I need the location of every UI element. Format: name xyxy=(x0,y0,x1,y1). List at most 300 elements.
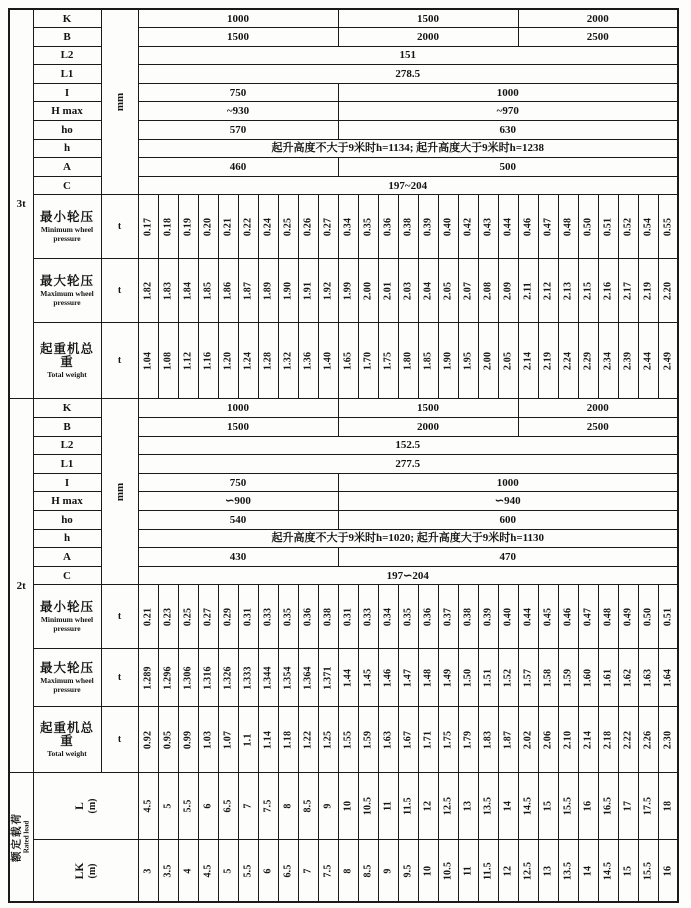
value-cell xyxy=(278,323,298,399)
cell-text: 0.36 xyxy=(382,217,394,237)
value-cell xyxy=(598,585,618,649)
cell-text: 2.18 xyxy=(602,730,614,750)
cell-text: 2.09 xyxy=(502,281,514,301)
value-cell xyxy=(198,259,218,323)
cell-text: 2.03 xyxy=(402,281,414,301)
row-label-zh: 起重机总重 xyxy=(39,341,94,370)
spec-value-cell xyxy=(338,83,678,102)
cell-text: 1.61 xyxy=(602,668,614,688)
value-cell xyxy=(498,195,518,259)
cell-text: 2.44 xyxy=(642,351,654,371)
row-label-zh: 最大轮压 xyxy=(39,274,94,289)
param-label: C xyxy=(33,566,101,585)
spec-value-cell xyxy=(138,418,338,437)
value-cell xyxy=(478,195,498,259)
value-cell xyxy=(238,323,258,399)
cell-text: 1.364 xyxy=(302,666,314,690)
spec-value-cell xyxy=(138,139,678,158)
value-cell xyxy=(658,195,678,259)
span-label-lk xyxy=(74,862,98,879)
value-cell xyxy=(478,585,498,649)
value-cell xyxy=(598,323,618,399)
span-row-l xyxy=(9,773,678,840)
cell-text: 0.39 xyxy=(482,607,494,627)
cell-text: 1.40 xyxy=(322,351,334,371)
param-label: L2 xyxy=(33,436,101,455)
cell-text: 12.5 xyxy=(522,861,534,880)
spec-value-cell xyxy=(138,529,678,548)
unit-mm-cell xyxy=(101,399,138,585)
cell-text: 2.49 xyxy=(662,351,674,371)
cell-text: 0.54 xyxy=(642,217,654,237)
value-cell xyxy=(598,259,618,323)
value-cell xyxy=(418,323,438,399)
value-cell xyxy=(338,707,358,773)
cell-text: 0.47 xyxy=(582,607,594,627)
value-cell xyxy=(438,840,458,902)
value-cell xyxy=(498,707,518,773)
value-cell xyxy=(258,707,278,773)
value-cell xyxy=(658,773,678,840)
cell-text: 1.84 xyxy=(182,281,194,301)
cell-text: 1.48 xyxy=(422,668,434,688)
cell-text: ∽900 xyxy=(225,495,251,508)
value-cell xyxy=(658,840,678,902)
cell-text: 0.43 xyxy=(482,217,494,237)
value-cell xyxy=(578,195,598,259)
value-cell xyxy=(578,323,598,399)
cell-text: 1.289 xyxy=(142,666,154,690)
cell-text: 0.55 xyxy=(662,217,674,237)
cell-text: 0.18 xyxy=(162,217,174,237)
value-cell xyxy=(458,195,478,259)
value-cell xyxy=(198,585,218,649)
cell-text: 10.5 xyxy=(362,797,374,816)
value-cell xyxy=(398,707,418,773)
cell-text: 14.5 xyxy=(602,861,614,880)
param-label: K xyxy=(33,399,101,418)
value-cell xyxy=(618,323,638,399)
cell-text: 1.91 xyxy=(302,281,314,301)
value-cell xyxy=(158,323,178,399)
cell-text: 600 xyxy=(499,513,516,526)
cell-text: 0.36 xyxy=(422,607,434,627)
spec-value-cell xyxy=(338,9,518,28)
value-cell xyxy=(278,649,298,707)
value-cell xyxy=(618,707,638,773)
span-label-lk-cell xyxy=(33,840,138,902)
value-cell xyxy=(658,585,678,649)
value-cell xyxy=(638,773,658,840)
value-cell xyxy=(538,195,558,259)
value-cell xyxy=(298,323,318,399)
value-cell xyxy=(658,649,678,707)
row-label-min-pressure xyxy=(33,195,101,259)
row-label-zh: 最小轮压 xyxy=(39,210,94,225)
cell-text: 2.04 xyxy=(422,281,434,301)
value-cell xyxy=(238,259,258,323)
cell-text: ~970 xyxy=(496,105,519,118)
spec-value-cell xyxy=(138,548,338,567)
cell-text: 1.36 xyxy=(302,351,314,371)
cell-text: 1000 xyxy=(496,86,519,99)
cell-text: 197∽204 xyxy=(386,569,429,582)
value-cell xyxy=(158,585,178,649)
cell-text: 1.65 xyxy=(342,351,354,371)
value-cell xyxy=(238,840,258,902)
param-label: H max xyxy=(33,492,101,511)
value-cell xyxy=(138,773,158,840)
cell-text: 6 xyxy=(202,803,214,809)
cell-text: 1.04 xyxy=(142,351,154,371)
value-cell xyxy=(258,840,278,902)
value-cell xyxy=(178,707,198,773)
cell-text: 1.52 xyxy=(502,668,514,688)
cell-text: 540 xyxy=(229,513,247,526)
cell-text: 4.5 xyxy=(202,864,214,878)
cell-text: 1.25 xyxy=(322,730,334,750)
cell-text: 2000 xyxy=(417,420,439,433)
value-cell xyxy=(298,840,318,902)
value-cell xyxy=(558,585,578,649)
value-cell xyxy=(298,585,318,649)
cell-text: 2.11 xyxy=(522,282,534,300)
cell-text: 1.07 xyxy=(222,730,234,750)
value-cell xyxy=(338,773,358,840)
cell-text: 570 xyxy=(229,123,247,136)
value-cell xyxy=(518,323,538,399)
cell-text: 0.31 xyxy=(242,607,254,627)
value-cell xyxy=(398,585,418,649)
param-label: K xyxy=(33,9,101,28)
value-cell xyxy=(578,773,598,840)
cell-text: 12 xyxy=(502,865,514,876)
param-label: ho xyxy=(33,511,101,530)
row-label-en: Minimum wheel pressure xyxy=(40,614,94,633)
cell-text: 16 xyxy=(662,865,674,876)
value-cell xyxy=(478,773,498,840)
value-cell xyxy=(238,195,258,259)
cell-text: 2.22 xyxy=(622,730,634,750)
rated-load-label xyxy=(12,812,31,862)
value-cell xyxy=(498,259,518,323)
cell-text: 15 xyxy=(542,801,554,812)
cell-text: 0.40 xyxy=(442,217,454,237)
spec-value-cell xyxy=(138,511,338,530)
cell-text: 0.50 xyxy=(642,607,654,627)
value-cell xyxy=(538,259,558,323)
value-cell xyxy=(598,707,618,773)
spec-value-cell xyxy=(138,46,678,65)
value-cell xyxy=(358,259,378,323)
cell-text: 1.62 xyxy=(622,668,634,688)
cell-text: 0.27 xyxy=(202,607,214,627)
value-cell xyxy=(598,840,618,902)
cell-text: 7 xyxy=(242,803,254,809)
value-cell xyxy=(418,773,438,840)
cell-text: 3 xyxy=(142,868,154,874)
value-cell xyxy=(158,195,178,259)
value-cell xyxy=(338,649,358,707)
value-cell xyxy=(178,840,198,902)
cell-text: 10 xyxy=(342,801,354,812)
value-cell xyxy=(498,323,518,399)
row-label-en: Maximum wheel pressure xyxy=(40,675,94,694)
cell-text: 1.67 xyxy=(402,730,414,750)
cell-text: 2.26 xyxy=(642,730,654,750)
spec-value-cell xyxy=(138,399,338,418)
cell-text: 12 xyxy=(422,801,434,812)
cell-text: 1.18 xyxy=(282,730,294,750)
value-cell xyxy=(638,707,658,773)
row-label-zh: 最大轮压 xyxy=(39,661,94,675)
cell-text: 0.29 xyxy=(222,607,234,627)
cell-text: 1.44 xyxy=(342,668,354,688)
value-cell xyxy=(238,585,258,649)
value-cell xyxy=(458,840,478,902)
value-cell xyxy=(138,323,158,399)
spec-row-k-3t xyxy=(9,9,678,28)
cell-text: 12.5 xyxy=(442,797,454,816)
value-cell xyxy=(258,585,278,649)
value-cell xyxy=(578,585,598,649)
cell-text: 1.354 xyxy=(282,666,294,690)
cell-text: 2500 xyxy=(586,420,609,433)
total-weight-row-3t xyxy=(9,323,678,399)
cell-text: 2000 xyxy=(586,402,609,415)
value-cell xyxy=(398,840,418,902)
value-cell xyxy=(558,707,578,773)
value-cell xyxy=(518,649,538,707)
spec-value-cell xyxy=(138,176,678,195)
cell-text: 0.19 xyxy=(182,217,194,237)
value-cell xyxy=(538,649,558,707)
cell-text: 2.17 xyxy=(622,281,634,301)
value-cell xyxy=(278,773,298,840)
cell-text: 2.34 xyxy=(602,351,614,371)
value-cell xyxy=(478,840,498,902)
unit-t-cell: t xyxy=(101,195,138,259)
value-cell xyxy=(518,840,538,902)
value-cell xyxy=(298,649,318,707)
cell-text: 15.5 xyxy=(562,797,574,816)
value-cell xyxy=(478,649,498,707)
param-label: ho xyxy=(33,121,101,140)
unit-mm-text: mm xyxy=(113,93,126,112)
value-cell xyxy=(278,707,298,773)
cell-text: 13.5 xyxy=(562,861,574,880)
value-cell xyxy=(598,195,618,259)
value-cell xyxy=(258,259,278,323)
spec-value-cell xyxy=(138,121,338,140)
cell-text: 7.5 xyxy=(262,799,274,813)
param-label: B xyxy=(33,418,101,437)
cell-text: 2.24 xyxy=(562,351,574,371)
row-label-total-weight xyxy=(33,323,101,399)
cell-text: 2.07 xyxy=(462,281,474,301)
row-label-en: Total weight xyxy=(47,749,87,759)
cell-text: 630 xyxy=(499,123,516,136)
spec-row-k-2t xyxy=(9,399,678,418)
cell-text: 1.47 xyxy=(402,668,414,688)
cell-text: 1.296 xyxy=(162,666,174,690)
param-label: h xyxy=(33,139,101,158)
cell-text: 1.45 xyxy=(362,668,374,688)
cell-text: 1.83 xyxy=(482,730,494,750)
cell-text: 1.03 xyxy=(202,730,214,750)
cell-text: 14.5 xyxy=(522,797,534,816)
cell-text: 0.25 xyxy=(182,607,194,627)
span-label-l xyxy=(74,799,98,814)
cell-text: 11.5 xyxy=(482,861,494,880)
value-cell xyxy=(378,195,398,259)
value-cell xyxy=(338,840,358,902)
cell-text: 1500 xyxy=(417,12,439,25)
cell-text: 2.14 xyxy=(522,351,534,371)
cell-text: 2.19 xyxy=(542,351,554,371)
value-cell xyxy=(518,773,538,840)
unit-t-cell: t xyxy=(101,649,138,707)
value-cell xyxy=(558,195,578,259)
cell-text: 2.05 xyxy=(502,351,514,371)
cell-text: 1.50 xyxy=(462,668,474,688)
crane-spec-table xyxy=(8,8,679,903)
cell-text: 0.34 xyxy=(382,607,394,627)
cell-text: 0.48 xyxy=(602,607,614,627)
param-label: I xyxy=(33,83,101,102)
cell-text: 0.21 xyxy=(222,217,234,237)
value-cell xyxy=(618,840,638,902)
value-cell xyxy=(478,323,498,399)
cell-text: 9 xyxy=(382,868,394,874)
cell-text: 1.316 xyxy=(202,666,214,690)
value-cell xyxy=(538,840,558,902)
cell-text: 2500 xyxy=(586,30,609,43)
span-label-l-cell xyxy=(33,773,138,840)
value-cell xyxy=(318,323,338,399)
cell-text: 2000 xyxy=(586,12,609,25)
value-cell xyxy=(558,840,578,902)
value-cell xyxy=(318,649,338,707)
row-label-zh: 起重机总重 xyxy=(39,720,94,749)
param-label: h xyxy=(33,529,101,548)
cell-text: 500 xyxy=(499,161,516,173)
span-label-unit: (m) xyxy=(86,863,98,879)
cell-text: 0.51 xyxy=(602,217,614,237)
value-cell xyxy=(358,323,378,399)
cell-text: 0.38 xyxy=(322,607,334,627)
value-cell xyxy=(598,773,618,840)
span-row-lk xyxy=(9,840,678,902)
value-cell xyxy=(298,707,318,773)
spec-value-cell xyxy=(338,473,678,492)
value-cell xyxy=(178,323,198,399)
value-cell xyxy=(518,585,538,649)
value-cell xyxy=(638,649,658,707)
cell-text: 13 xyxy=(462,801,474,812)
value-cell xyxy=(158,707,178,773)
cell-text: 2.06 xyxy=(542,730,554,750)
cell-text: 1.87 xyxy=(242,281,254,301)
span-label-unit: (m) xyxy=(86,798,98,814)
row-label-max-pressure xyxy=(33,649,101,707)
value-cell xyxy=(358,840,378,902)
cell-text: 0.42 xyxy=(462,217,474,237)
cell-text: 1.32 xyxy=(282,351,294,371)
cell-text: 0.36 xyxy=(302,607,314,627)
value-cell xyxy=(638,585,658,649)
value-cell xyxy=(138,649,158,707)
cell-text: 0.48 xyxy=(562,217,574,237)
value-cell xyxy=(438,649,458,707)
cell-text: 10.5 xyxy=(442,861,454,880)
cell-text: 1.83 xyxy=(162,281,174,301)
cell-text: 1.80 xyxy=(402,351,414,371)
value-cell xyxy=(458,259,478,323)
value-cell xyxy=(218,707,238,773)
value-cell xyxy=(358,707,378,773)
cell-text: 0.49 xyxy=(622,607,634,627)
value-cell xyxy=(138,585,158,649)
cell-text: 2.13 xyxy=(562,281,574,301)
cell-text: 2.12 xyxy=(542,281,554,301)
value-cell xyxy=(478,259,498,323)
spec-value-cell xyxy=(518,9,678,28)
spec-value-cell xyxy=(138,455,678,474)
cell-text: 430 xyxy=(229,550,247,563)
value-cell xyxy=(198,840,218,902)
cell-text: 6.5 xyxy=(282,864,294,878)
value-cell xyxy=(158,840,178,902)
value-cell xyxy=(378,323,398,399)
value-cell xyxy=(338,323,358,399)
spec-value-cell xyxy=(338,28,518,47)
value-cell xyxy=(438,195,458,259)
unit-t-cell: t xyxy=(101,707,138,773)
cell-text: 1.24 xyxy=(242,351,254,371)
cell-text: 0.27 xyxy=(322,217,334,237)
cell-text: 2.30 xyxy=(662,730,674,750)
value-cell xyxy=(558,649,578,707)
value-cell xyxy=(558,323,578,399)
spec-value-cell xyxy=(138,473,338,492)
cell-text: 2.01 xyxy=(382,281,394,301)
rated-load-zh: 额定载荷 xyxy=(11,812,23,863)
cell-text: 0.35 xyxy=(362,217,374,237)
value-cell xyxy=(638,323,658,399)
cell-text: 1.58 xyxy=(542,668,554,688)
cell-text: 470 xyxy=(499,550,516,563)
value-cell xyxy=(398,649,418,707)
value-cell xyxy=(498,840,518,902)
cell-text: 8 xyxy=(282,803,294,809)
cell-text: 0.52 xyxy=(622,217,634,237)
cell-text: 1.51 xyxy=(482,668,494,688)
value-cell xyxy=(578,840,598,902)
min-wheel-pressure-row-3t xyxy=(9,195,678,259)
value-cell xyxy=(458,323,478,399)
value-cell xyxy=(618,585,638,649)
value-cell xyxy=(198,195,218,259)
spec-value-cell xyxy=(138,492,338,511)
cell-text: 1.71 xyxy=(422,730,434,750)
cell-text: 1.344 xyxy=(262,666,274,690)
cell-text: 1.16 xyxy=(202,351,214,371)
value-cell xyxy=(258,195,278,259)
cell-text: 1.1 xyxy=(242,733,254,747)
value-cell xyxy=(578,707,598,773)
cell-text: 2.19 xyxy=(642,281,654,301)
